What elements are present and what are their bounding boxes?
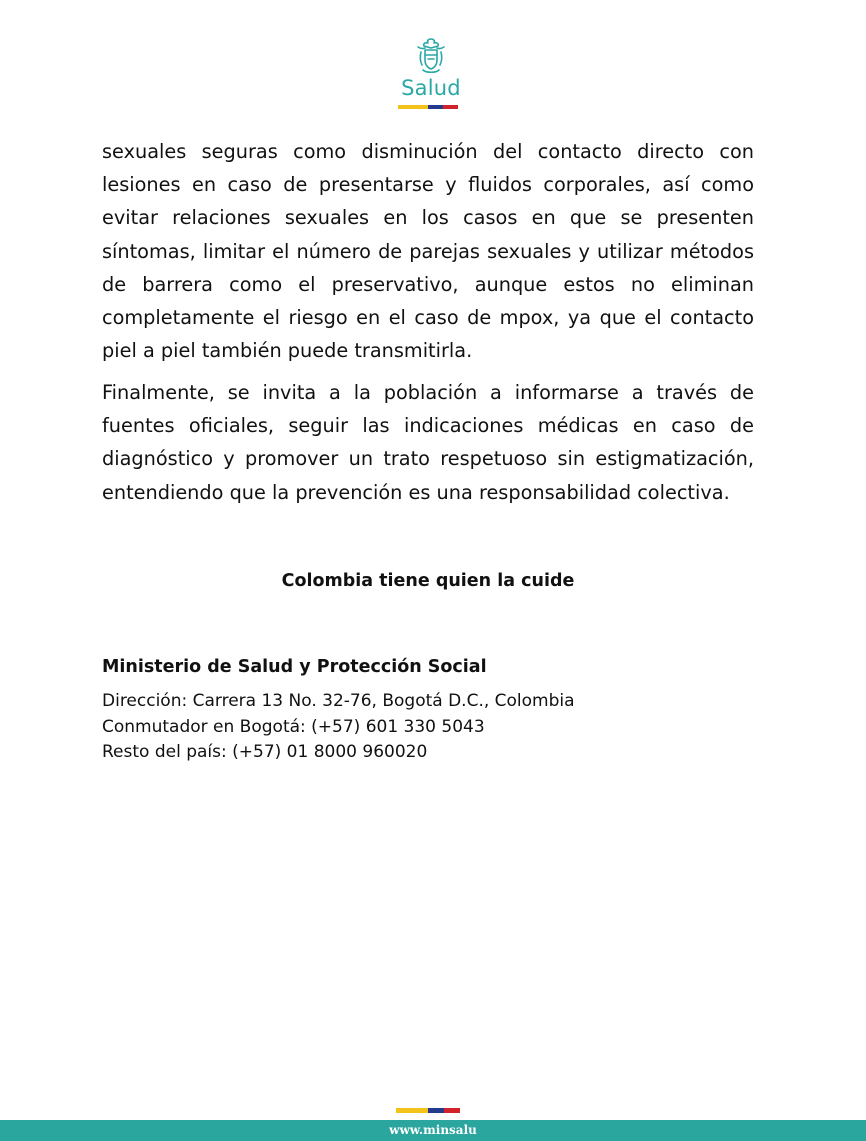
ministry-name: Ministerio de Salud y Protección Social [102,657,487,677]
body-paragraph-1: sexuales seguras como disminución del contacto directo con lesiones en caso de presentarse y fluidos corporales, así como evitar relaciones sexuales en los casos en que se presenten síntomas, limitar el número de parejas sexuales y utilizar métodos de barrera como el preservativo, aunque estos no eliminan completamente el riesgo en el caso de mpox, ya que el contacto piel a piel también puede transmitirla. [102,140,754,363]
footer-url-link[interactable]: www.minsalu [389,1123,477,1137]
ministry-address: Dirección: Carrera 13 No. 32-76, Bogotá D.C., Colombia [102,691,575,711]
salud-logo [386,36,476,116]
footer-flag-stripe [396,1108,460,1113]
ministry-phone-bogota: Conmutador en Bogotá: (+57) 601 330 5043 [102,716,485,737]
body-paragraph-2: Finalmente, se invita a la población a informarse a través de fuentes oficiales, seguir las indicaciones médicas en caso de diagnóstico y promover un trato respetuoso sin estigmatización, entendiendo que la prevención es una responsabilidad colectiva. [102,381,754,504]
slogan: Colombia tiene quien la cuide [281,571,575,591]
contact-block [102,689,575,766]
colombia-coat-of-arms-icon [415,36,447,78]
ministry-phone-country: Resto del país: (+57) 01 8000 960020 [102,742,428,762]
salud-logo-text: Salud [401,76,461,100]
header-flag-stripe [398,105,458,109]
